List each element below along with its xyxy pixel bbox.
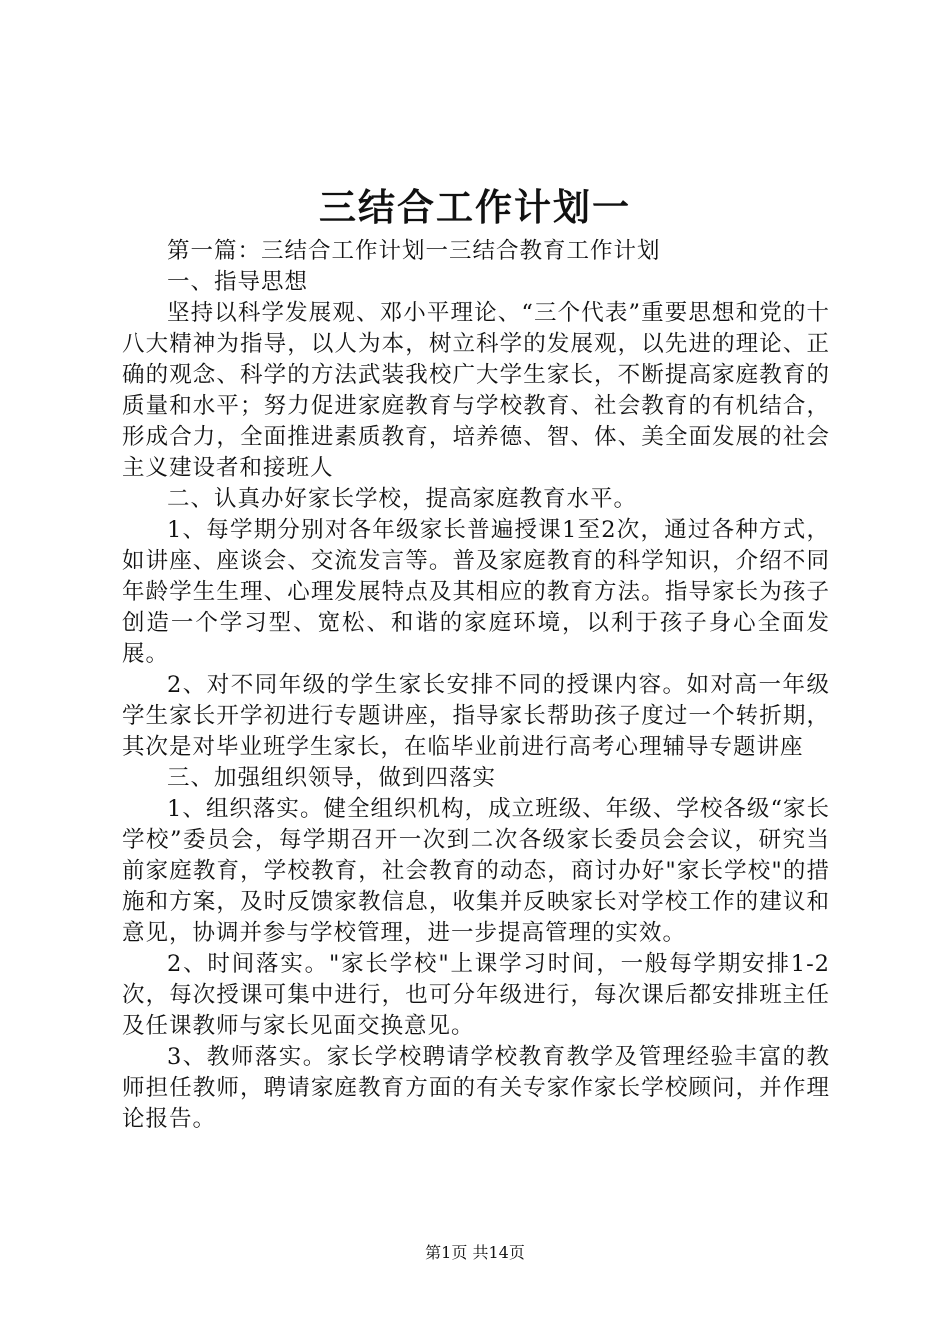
body-paragraph: 1、每学期分别对各年级家长普遍授课1至2次，通过各种方式，如讲座、座谈会、交流发言等。普及家庭教育的科学知识，介绍不同年龄学生生理、心理发展特点及其相应的教育方法。指导家长为孩子创造一个学习型、宽松、和谐的家庭环境，以利于孩子身心全面发展。 <box>122 517 830 667</box>
page-total: 共14页 <box>472 1243 525 1262</box>
body-paragraph: 3、教师落实。家长学校聘请学校教育教学及管理经验丰富的教师担任教师，聘请家庭教育方面的有关专家作家长学校顾问，并作理论报告。 <box>122 1044 830 1132</box>
body-paragraph: 2、对不同年级的学生家长安排不同的授课内容。如对高一年级学生家长开学初进行专题讲座，指导家长帮助孩子度过一个转折期，其次是对毕业班学生家长，在临毕业前进行高考心理辅导专题讲座 <box>122 672 830 760</box>
section-heading: 第一篇：三结合工作计划一三结合教育工作计划 <box>167 238 661 264</box>
body-paragraph: 2、时间落实。"家长学校"上课学习时间，一般每学期安排1-2次，每次授课可集中进行，也可分年级进行，每次课后都安排班主任及任课教师与家长见面交换意见。 <box>122 951 830 1039</box>
section-heading: 一、指导思想 <box>167 269 309 295</box>
document-body <box>122 236 830 1135</box>
document-title: 三结合工作计划一 <box>319 185 631 229</box>
section-heading: 三、加强组织领导，做到四落实 <box>167 765 497 791</box>
page-number: 第1页 <box>425 1243 468 1262</box>
body-paragraph: 坚持以科学发展观、邓小平理论、“三个代表”重要思想和党的十八大精神为指导，以人为本，树立科学的发展观，以先进的理论、正确的观念、科学的方法武装我校广大学生家长，不断提高家庭教育的质量和水平；努力促进家庭教育与学校教育、社会教育的有机结合，形成合力，全面推进素质教育，培养德、智、体、美全面发展的社会主义建设者和接班人 <box>122 300 830 481</box>
body-paragraph: 1、组织落实。健全组织机构，成立班级、年级、学校各级“家长学校”委员会，每学期召开一次到二次各级家长委员会会议，研究当前家庭教育，学校教育，社会教育的动态，商讨办好"家长学校"的措施和方案，及时反馈家教信息，收集并反映家长对学校工作的建议和意见，协调并参与学校管理，进一步提高管理的实效。 <box>122 796 830 946</box>
section-heading: 二、认真办好家长学校，提高家庭教育水平。 <box>167 486 638 512</box>
page-footer <box>0 1242 950 1264</box>
